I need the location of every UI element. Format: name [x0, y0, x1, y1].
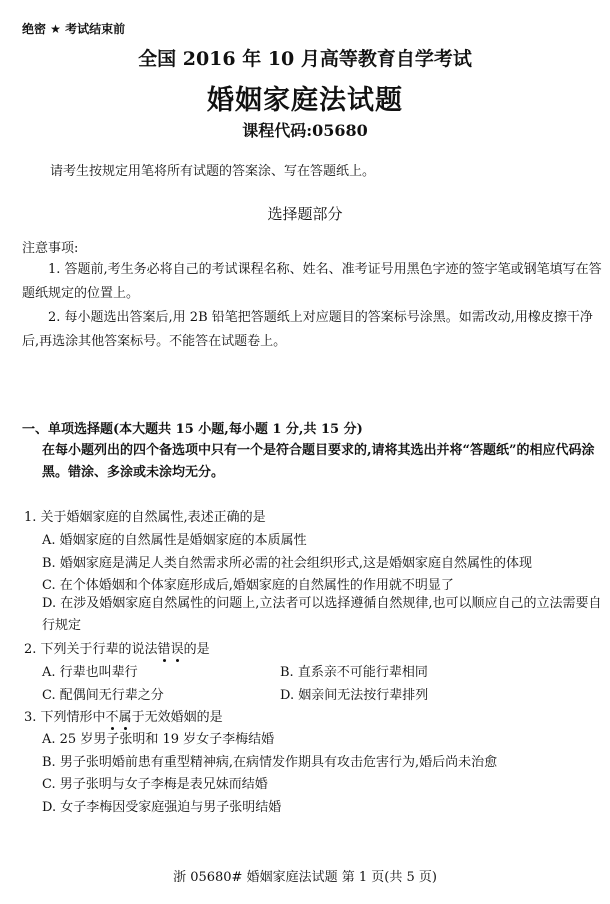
notice-heading: 注意事项:: [22, 241, 79, 256]
question-option: A. 行辈也叫辈行: [42, 665, 138, 680]
notice-item: 2. 每小题选出答案后,用 2B 铅笔把答题纸上对应题目的答案标号涂黑。如需改动,用橡皮擦干净后,再选涂其他答案标号。不能答在试题卷上。: [22, 310, 593, 349]
notice-item: 1. 答题前,考生务必将自己的考试课程名称、姓名、准考证号用黑色字迹的签字笔或钢笔填写在答题纸规定的位置上。: [22, 262, 602, 301]
part-heading: 一、单项选择题(本大题共 15 小题,每小题 1 分,共 15 分): [22, 422, 363, 437]
question-option: C. 在个体婚姻和个体家庭形成后,婚姻家庭的自然属性的作用就不明显了: [42, 578, 454, 593]
question-option: C. 配偶间无行辈之分: [42, 688, 164, 703]
page-footer: 浙 05680# 婚姻家庭法试题 第 1 页(共 5 页): [173, 870, 437, 885]
emphasis-char: 错: [157, 642, 171, 657]
section-title: 选择题部分: [267, 205, 343, 223]
question-stem: 1. 关于婚姻家庭的自然属性,表述正确的是: [24, 510, 266, 525]
question-option: C. 男子张明与女子李梅是表兄妹而结婚: [42, 777, 268, 792]
answer-instruction: 请考生按规定用笔将所有试题的答案涂、写在答题纸上。: [50, 164, 376, 179]
course-code: 课程代码:05680: [242, 121, 368, 140]
question-option: B. 婚姻家庭是满足人类自然需求所必需的社会组织形式,这是婚姻家庭自然属性的体现: [42, 556, 532, 571]
emphasis-char: 属: [118, 710, 132, 725]
question-option: A. 25 岁男子张明和 19 岁女子李梅结婚: [42, 732, 275, 747]
exam-title: 全国 2016 年 10 月高等教育自学考试: [138, 48, 472, 70]
confidential-mark: 绝密 ★ 考试结束前: [22, 22, 126, 36]
question-option: D. 姻亲间无法按行辈排列: [280, 688, 429, 703]
question-option: D. 女子李梅因受家庭强迫与男子张明结婚: [42, 800, 282, 815]
question-stem: 3. 下列情形中不属于无效婚姻的是: [24, 710, 223, 725]
emphasis-char: 误: [170, 642, 184, 657]
question-option: A. 婚姻家庭的自然属性是婚姻家庭的本质属性: [42, 533, 307, 548]
question-option: D. 在涉及婚姻家庭自然属性的问题上,立法者可以选择遵循自然规律,也可以顺应自己的立法需要自行规定: [42, 596, 602, 633]
subject-title: 婚姻家庭法试题: [207, 85, 403, 116]
part-description: 在每小题列出的四个备选项中只有一个是符合题目要求的,请将其选出并将“答题纸”的相应代码涂黑。错涂、多涂或未涂均无分。: [42, 443, 595, 480]
question-option: B. 直系亲不可能行辈相同: [280, 665, 428, 680]
emphasis-char: 不: [105, 710, 119, 725]
question-stem: 2. 下列关于行辈的说法错误的是: [24, 642, 210, 657]
question-option: B. 男子张明婚前患有重型精神病,在病情发作期具有攻击危害行为,婚后尚未治愈: [42, 755, 498, 770]
